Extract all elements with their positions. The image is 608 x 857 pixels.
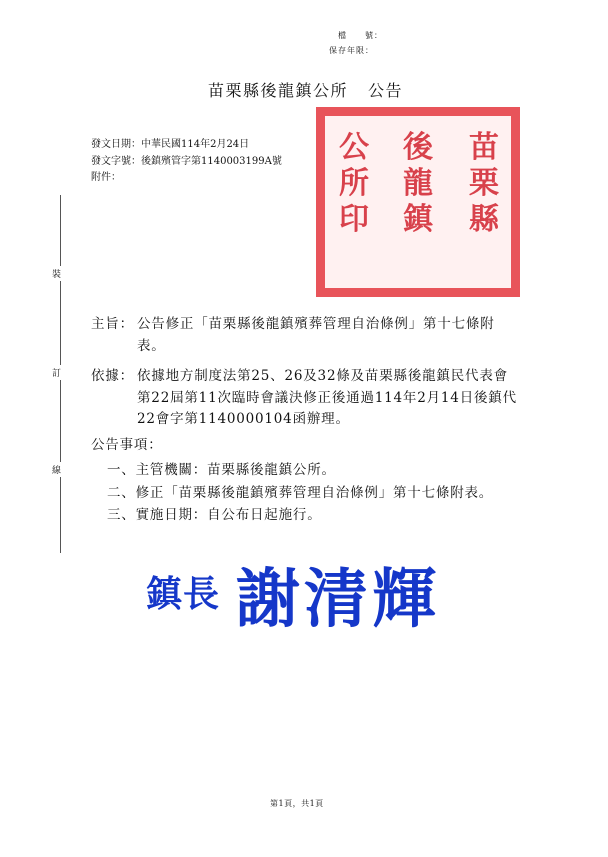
issue-date-label: 發文日期： (91, 139, 141, 150)
seal-char: 龍 (403, 166, 433, 201)
binding-mark-ding: 訂 (52, 365, 61, 380)
notice-item-2: 二、修正「苗栗縣後龍鎮殯葬管理自治條例」第十七條附表。 (107, 485, 494, 501)
document-number-value: 後鎮殯管字第1140003199A號 (141, 156, 282, 167)
document-type: 公告 (368, 81, 404, 100)
file-number-label: 檔 號： (338, 31, 383, 40)
notice-heading: 公告事項： (91, 437, 163, 453)
issue-date-value: 中華民國114年2月24日 (141, 139, 250, 150)
signature-title: 鎮長 (146, 573, 221, 615)
subject-line-2: 表。 (137, 338, 166, 354)
seal-char: 苗 (469, 130, 499, 165)
seal-char: 後 (403, 130, 433, 165)
seal-column-left (337, 130, 371, 238)
basis-line-3: 22會字第1140000104函辦理。 (137, 411, 350, 427)
notice-item-3: 三、實施日期：自公布日起施行。 (107, 507, 322, 523)
attachment-label: 附件： (91, 172, 121, 183)
seal-char: 所 (339, 166, 369, 201)
seal-char: 公 (339, 130, 369, 165)
seal-char: 鎮 (403, 202, 433, 237)
binding-mark-xian: 線 (52, 462, 61, 477)
issuing-organization: 苗栗縣後龍鎮公所 (208, 81, 349, 100)
notice-item-1: 一、主管機關：苗栗縣後龍鎮公所。 (107, 462, 336, 478)
seal-inner (324, 115, 512, 289)
basis-line-1: 依據地方制度法第25、26及32條及苗栗縣後龍鎮民代表會 (137, 368, 508, 384)
signature-name: 謝清輝 (236, 562, 440, 637)
issue-date (91, 135, 249, 150)
page-number: 第1頁，共1頁 (270, 799, 324, 808)
subject-label: 主旨： (91, 316, 134, 332)
seal-column-middle (401, 130, 435, 238)
basis-line-2: 第22屆第11次臨時會議決修正後通過114年2月14日後鎮代 (137, 390, 517, 406)
subject-line-1: 公告修正「苗栗縣後龍鎮殯葬管理自治條例」第十七條附 (137, 316, 495, 332)
seal-char: 栗 (469, 166, 499, 201)
official-seal (316, 107, 520, 297)
seal-column-right (467, 130, 501, 238)
page-title (208, 78, 403, 101)
seal-char: 縣 (469, 202, 499, 237)
document-number (91, 152, 282, 167)
basis-label: 依據： (91, 368, 134, 384)
retention-period-label: 保存年限： (329, 46, 374, 55)
seal-char: 印 (339, 202, 369, 237)
binding-mark-zhuang: 裝 (52, 266, 61, 281)
document-number-label: 發文字號： (91, 156, 141, 167)
